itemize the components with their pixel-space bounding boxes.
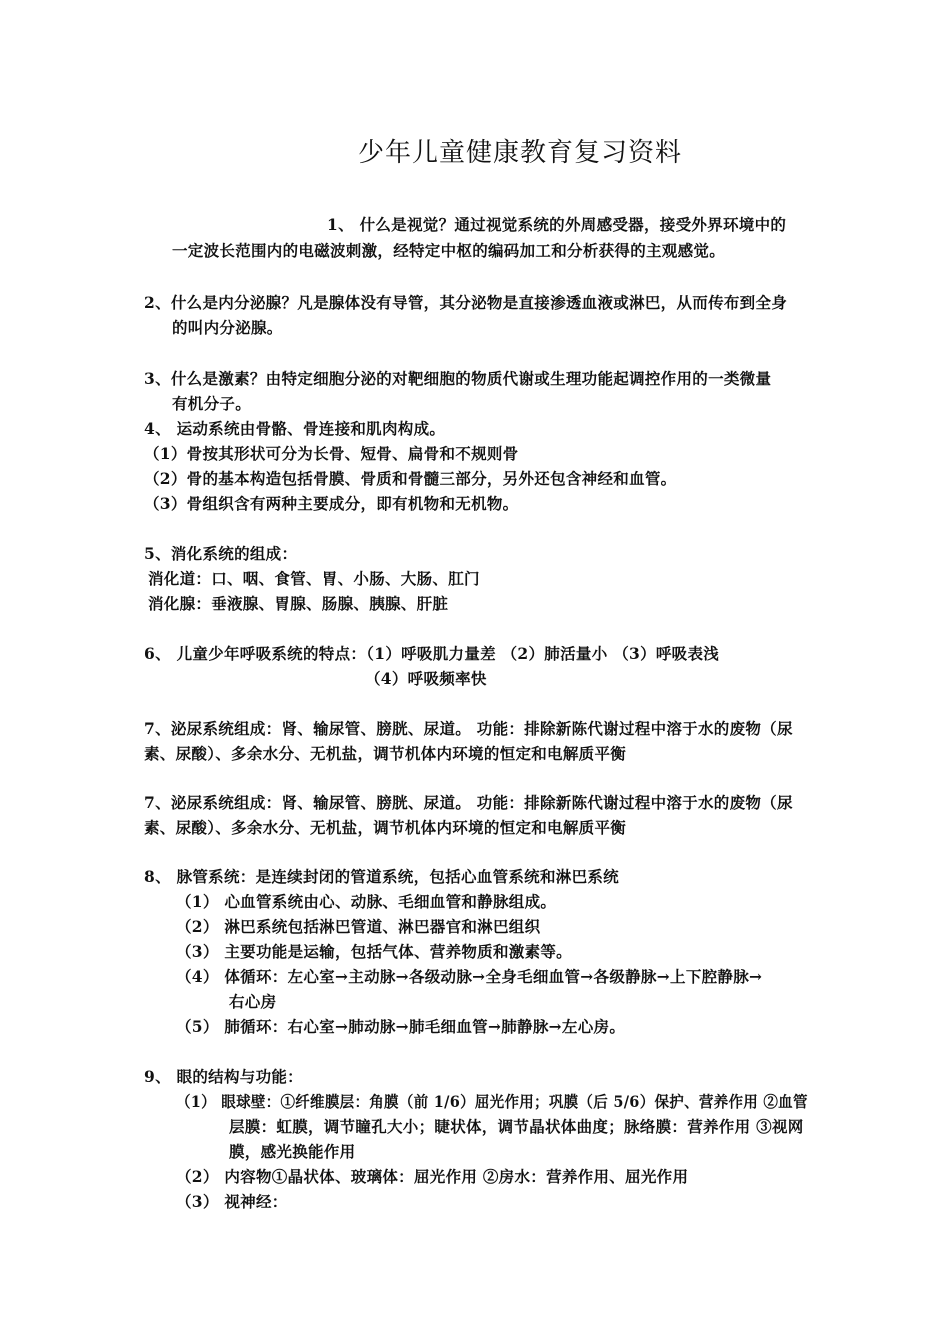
text-line: （3） 主要功能是运输，包括气体、营养物质和激素等。 <box>176 942 572 961</box>
text-line: （5） 肺循环：右心室→肺动脉→肺毛细血管→肺静脉→左心房。 <box>176 1017 626 1036</box>
text-line: 3、什么是激素？由特定细胞分泌的对靶细胞的物质代谢或生理功能起调控作用的一类微量 <box>144 369 772 388</box>
text-line: （1）骨按其形状可分为长骨、短骨、扁骨和不规则骨 <box>144 444 519 463</box>
text-line: 素、尿酸）、多余水分、无机盐，调节机体内环境的恒定和电解质平衡 <box>144 818 627 837</box>
text-line: 5、消化系统的组成： <box>144 544 298 563</box>
text-line: （4） 体循环：左心室→主动脉→各级动脉→全身毛细血管→各级静脉→上下腔静脉→ <box>176 967 763 986</box>
text-line: 右心房 <box>229 992 277 1011</box>
text-line: 2、什么是内分泌腺？凡是腺体没有导管，其分泌物是直接渗透血液或淋巴，从而传布到全身 <box>144 293 788 312</box>
text-line: 4、 运动系统由骨骼、骨连接和肌肉构成。 <box>144 419 446 438</box>
text-line: 的叫内分泌腺。 <box>172 318 283 337</box>
text-line: 层膜：虹膜，调节瞳孔大小；睫状体，调节晶状体曲度；脉络膜：营养作用 ③视网 <box>229 1117 804 1136</box>
text-line: （3） 视神经： <box>176 1192 288 1211</box>
text-line: 6、 儿童少年呼吸系统的特点：（1）呼吸肌力量差 （2）肺活量小 （3）呼吸表浅 <box>144 644 720 663</box>
text-line: （2）骨的基本构造包括骨膜、骨质和骨髓三部分，另外还包含神经和血管。 <box>144 469 677 488</box>
text-line: 有机分子。 <box>172 394 252 413</box>
page-title: 少年儿童健康教育复习资料 <box>357 138 682 168</box>
text-line: （3）骨组织含有两种主要成分，即有机物和无机物。 <box>144 494 519 513</box>
text-line: 消化道：口、咽、食管、胃、小肠、大肠、肛门 <box>148 569 480 588</box>
text-line: （4）呼吸频率快 <box>365 669 487 688</box>
text-line: （2） 淋巴系统包括淋巴管道、淋巴器官和淋巴组织 <box>176 917 541 936</box>
text-line: 9、 眼的结构与功能： <box>144 1067 303 1086</box>
text-line: 7、泌尿系统组成：肾、输尿管、膀胱、尿道。 功能：排除新陈代谢过程中溶于水的废物（尿 <box>144 719 793 738</box>
text-line: 膜，感光换能作用 <box>229 1142 356 1161</box>
text-line: 一定波长范围内的电磁波刺激，经特定中枢的编码加工和分析获得的主观感觉。 <box>172 241 726 260</box>
text-line: （1） 心血管系统由心、动脉、毛细血管和静脉组成。 <box>176 892 557 911</box>
text-line: （2） 内容物①晶状体、玻璃体：屈光作用 ②房水：营养作用、屈光作用 <box>176 1167 689 1186</box>
text-line: 1、 什么是视觉？通过视觉系统的外周感受器，接受外界环境中的 <box>327 215 787 234</box>
text-line: （1） 眼球壁：①纤维膜层：角膜（前 1/6）屈光作用；巩膜（后 5/6）保护、营养作用 ②血管 <box>176 1092 808 1111</box>
text-line: 7、泌尿系统组成：肾、输尿管、膀胱、尿道。 功能：排除新陈代谢过程中溶于水的废物（尿 <box>144 793 793 812</box>
text-line: 8、 脉管系统：是连续封闭的管道系统，包括心血管系统和淋巴系统 <box>144 867 619 886</box>
text-line: 消化腺：垂液腺、胃腺、肠腺、胰腺、肝脏 <box>148 594 449 613</box>
text-line: 素、尿酸）、多余水分、无机盐，调节机体内环境的恒定和电解质平衡 <box>144 744 627 763</box>
